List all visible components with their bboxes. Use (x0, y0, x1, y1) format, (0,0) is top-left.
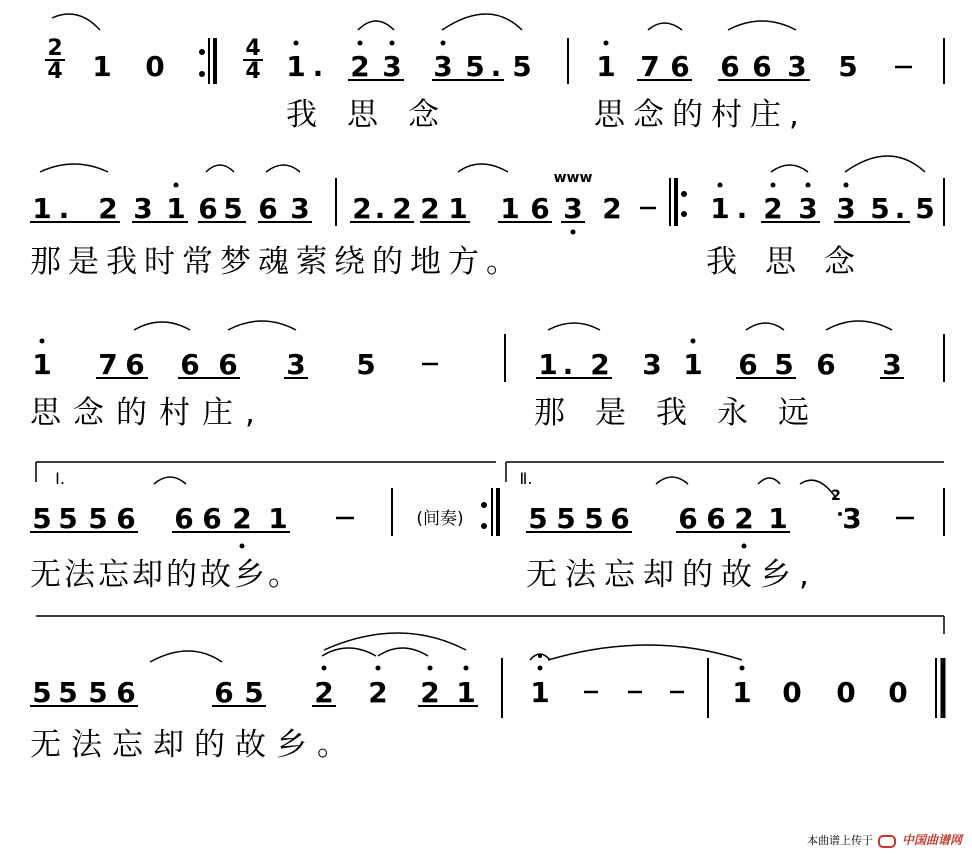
lyric-line-4a: 无法忘却的故乡。 (30, 557, 302, 593)
svg-text:1: 1 (732, 676, 752, 709)
svg-text:5: 5 (32, 502, 52, 535)
svg-text:1: 1 (683, 348, 703, 381)
svg-text:5: 5 (223, 192, 243, 225)
line-1-notes (45, 14, 944, 84)
time-sig-4-4-top: 4 (245, 36, 261, 61)
svg-text:3: 3 (133, 192, 153, 225)
svg-text:7: 7 (640, 50, 660, 83)
line-3-notes (32, 321, 944, 382)
lyric-line-1a: 我思念 (286, 97, 469, 133)
svg-text:1: 1 (500, 192, 520, 225)
svg-text:6: 6 (214, 676, 234, 709)
svg-text:5: 5 (774, 348, 794, 381)
svg-text:3: 3 (382, 50, 402, 83)
svg-text:3: 3 (433, 50, 453, 83)
svg-text:1: 1 (538, 348, 558, 381)
svg-text:6: 6 (180, 348, 200, 381)
time-sig-2-4-top: 2 (47, 36, 63, 61)
svg-text:0: 0 (888, 676, 908, 709)
svg-text:3: 3 (787, 50, 807, 83)
svg-text:1: 1 (530, 676, 550, 709)
svg-text:1: 1 (710, 192, 730, 225)
svg-text:1: 1 (286, 50, 306, 83)
svg-text:1: 1 (768, 502, 788, 535)
footer-upload-text: 本曲谱上传于 (806, 834, 873, 847)
svg-text:2: 2 (368, 676, 388, 709)
svg-text:.: . (562, 348, 574, 381)
lyric-line-5: 无法忘却的故乡。 (30, 727, 358, 763)
svg-text:6: 6 (752, 50, 772, 83)
svg-text:5: 5 (32, 676, 52, 709)
svg-text:6: 6 (530, 192, 550, 225)
svg-text:3: 3 (642, 348, 662, 381)
svg-text:2: 2 (763, 192, 783, 225)
svg-text:0: 0 (782, 676, 802, 709)
svg-text:2: 2 (420, 676, 440, 709)
line-4-notes (30, 462, 944, 549)
svg-text:7: 7 (98, 348, 118, 381)
svg-text:6: 6 (125, 348, 145, 381)
lyric-line-1b: 思念的村庄, (594, 97, 807, 133)
svg-text:2: 2 (602, 192, 622, 225)
svg-text:5: 5 (838, 50, 858, 83)
svg-text:6: 6 (610, 502, 630, 535)
svg-text:2: 2 (420, 192, 440, 225)
svg-text:6: 6 (706, 502, 726, 535)
svg-text:0: 0 (836, 676, 856, 709)
svg-text:5: 5 (58, 502, 78, 535)
svg-text:6: 6 (738, 348, 758, 381)
svg-text:6: 6 (202, 502, 222, 535)
svg-text:5: 5 (870, 192, 890, 225)
svg-text:5: 5 (88, 676, 108, 709)
svg-text:2: 2 (314, 676, 334, 709)
svg-text:6: 6 (258, 192, 278, 225)
svg-text:.: . (736, 192, 748, 225)
svg-text:5: 5 (915, 192, 935, 225)
svg-text:6: 6 (670, 50, 690, 83)
svg-text:5: 5 (356, 348, 376, 381)
svg-text:.: . (490, 50, 502, 83)
svg-text:1: 1 (268, 502, 288, 535)
lyric-line-3b: 那是我永远 (534, 395, 839, 431)
svg-text:6: 6 (218, 348, 238, 381)
svg-text:2: 2 (392, 192, 412, 225)
svg-text:2: 2 (734, 502, 754, 535)
svg-text:6: 6 (678, 502, 698, 535)
grace-note-2: 2 (831, 488, 841, 504)
svg-text:3: 3 (290, 192, 310, 225)
svg-text:1: 1 (92, 50, 112, 83)
svg-text:5: 5 (556, 502, 576, 535)
svg-text:1: 1 (32, 348, 52, 381)
svg-text:2: 2 (98, 192, 118, 225)
volta-2-label: Ⅱ. (519, 469, 533, 488)
site-logo-icon (878, 835, 896, 848)
svg-text:3: 3 (286, 348, 306, 381)
lyric-line-3a: 思念的村庄, (30, 395, 267, 431)
svg-text:6: 6 (116, 676, 136, 709)
svg-text:.: . (312, 50, 324, 83)
svg-text:www: www (553, 170, 593, 186)
svg-text:5: 5 (512, 50, 532, 83)
lyric-line-2a: 那是我时常梦魂萦绕的地方。 (30, 244, 524, 280)
svg-text:2: 2 (352, 192, 372, 225)
svg-text:3: 3 (882, 348, 902, 381)
svg-text:2: 2 (350, 50, 370, 83)
svg-text:5: 5 (584, 502, 604, 535)
time-sig-4-4-bottom: 4 (245, 59, 261, 84)
svg-text:6: 6 (116, 502, 136, 535)
svg-text:5: 5 (58, 676, 78, 709)
svg-text:1: 1 (32, 192, 52, 225)
svg-text:5: 5 (528, 502, 548, 535)
svg-text:6: 6 (198, 192, 218, 225)
svg-text:.: . (374, 192, 386, 225)
svg-text:0: 0 (145, 50, 165, 83)
svg-text:.: . (894, 192, 906, 225)
volta-1-label: Ⅰ. (55, 469, 65, 488)
line-2-notes (30, 156, 944, 235)
svg-text:2: 2 (590, 348, 610, 381)
lyric-line-4b: 无法忘却的故乡, (526, 557, 817, 593)
svg-text:5: 5 (465, 50, 485, 83)
svg-text:.: . (58, 192, 70, 225)
time-sig-2-4-bottom: 4 (47, 59, 63, 84)
svg-text:1: 1 (448, 192, 468, 225)
svg-text:5: 5 (244, 676, 264, 709)
svg-text:6: 6 (816, 348, 836, 381)
svg-text:1: 1 (456, 676, 476, 709)
svg-text:3: 3 (842, 502, 862, 535)
svg-text:2: 2 (232, 502, 252, 535)
svg-text:6: 6 (720, 50, 740, 83)
footer-site-name[interactable]: 中国曲谱网 (901, 833, 962, 847)
line-5-notes (30, 616, 944, 718)
svg-text:1: 1 (596, 50, 616, 83)
svg-text:3: 3 (563, 192, 583, 225)
svg-text:5: 5 (88, 502, 108, 535)
interlude-label: (间奏) (416, 509, 464, 529)
footer-credit (807, 831, 962, 848)
svg-text:6: 6 (174, 502, 194, 535)
svg-text:1: 1 (166, 192, 186, 225)
lyric-line-2b: 我思念 (706, 244, 883, 280)
svg-text:3: 3 (798, 192, 818, 225)
svg-text:3: 3 (836, 192, 856, 225)
